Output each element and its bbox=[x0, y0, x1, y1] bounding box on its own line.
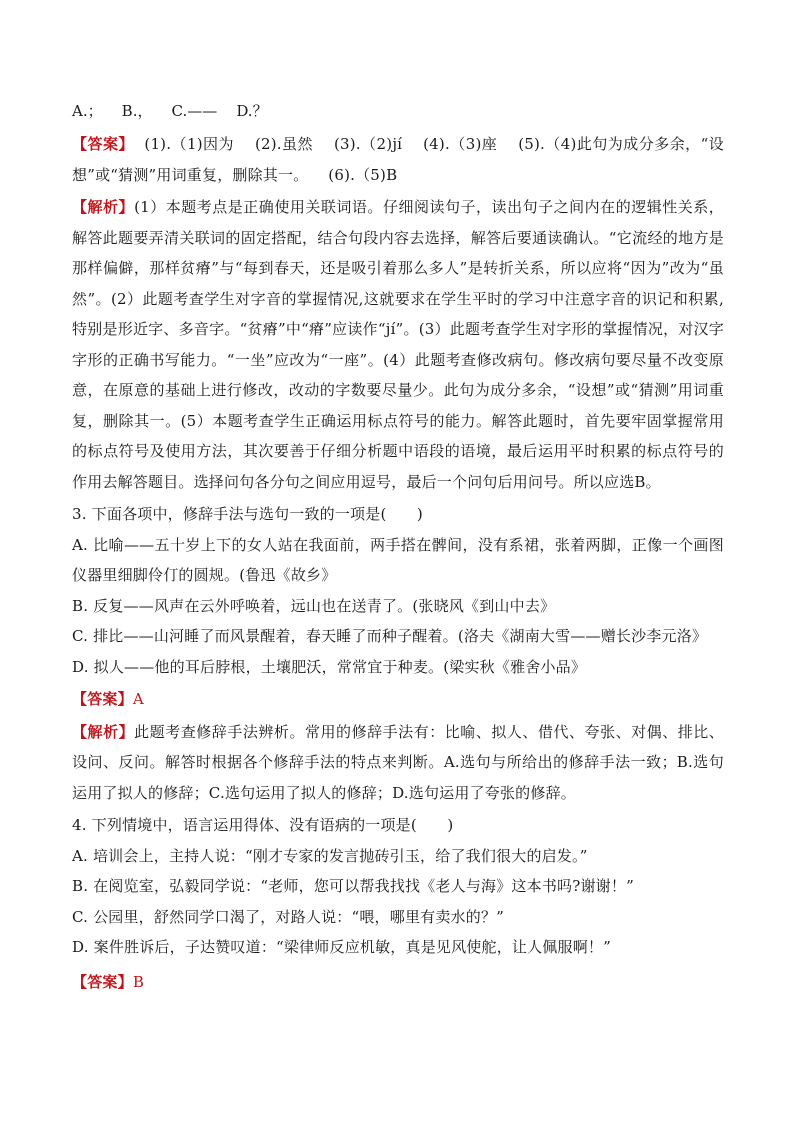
q3-option-b: B. 反复——风声在云外呼唤着，远山也在送青了。(张晓风《到山中去》 bbox=[72, 596, 556, 615]
analysis-tag: 【解析】 bbox=[72, 198, 135, 216]
q3-analysis-text: 此题考查修辞手法辨析。常用的修辞手法有：比喻、拟人、借代、夸张、对偶、排比、设问、反问。解答时根据各个修辞手法的特点来判断。A.选句与所给出的修辞手法一致；B.选句运用了拟人的修辞；C.选句运用了拟人的修辞；D.选句运用了夸张的修辞。 bbox=[72, 722, 724, 802]
answer-tag: 【答案】 bbox=[72, 690, 133, 708]
q4-option-b: B. 在阅览室，弘毅同学说：“老师，您可以帮我找找《老人与海》这本书吗?谢谢！” bbox=[72, 877, 634, 895]
q2-answer-text: (1).（1)因为 (2).虽然 (3).（2)jí (4).（3)座 (5).（4)此句为成分多余，“设想”或“猜测”用词重复，删除其一。 (6).（5)B bbox=[72, 135, 724, 184]
q2-answer bbox=[72, 129, 724, 190]
q3-stem: 3. 下面各项中，修辞手法与选句一致的一项是( ) bbox=[72, 505, 423, 523]
q3-answer bbox=[72, 684, 724, 715]
q4-option-c: C. 公园里，舒然同学口渴了，对路人说：“喂，哪里有卖水的？” bbox=[72, 907, 505, 926]
q3-option-c: C. 排比——山河睡了而风景醒着，春天睡了而种子醒着。(洛夫《湖南大雪——赠长沙李元洛》 bbox=[72, 627, 708, 645]
q4-answer bbox=[72, 967, 724, 998]
q3-answer-value: A bbox=[132, 690, 144, 708]
q4-option-d: D. 案件胜诉后，子达赞叹道：“梁律师反应机敏，真是见风使舵，让人佩服啊！” bbox=[72, 938, 611, 956]
q2-analysis-text: (1）本题考点是正确使用关联词语。仔细阅读句子，读出句子之间内在的逻辑性关系，解答此题要弄清关联词的固定搭配，结合句段内容去选择，解答后要通读确认。“它流经的地方是那样偏僻，那样贫瘠”与“每到春天，还是吸引着那么多人”是转折关系，所以应将“因为”改为“虽然”。(2）此题考查学生对字音的掌握情况,这就要求在学生平时的学习中注意字音的识记和积累,特别是形近字、多音字。“贫瘠”中“瘠”应读作“jí”。(3）此题考查学生对字形的掌握情况，对汉字字形的正确书写能力。“一坐”应改为“一座”。(4）此题考查修改病句。修改病句要尽量不改变原意，在原意的基础上进行修改，改动的字数要尽量少。此句为成分多余，“设想”或“猜测”用词重复，删除其一。(5）本题考查学生正确运用标点符号的能力。解答此题时，首先要牢固掌握常用的标点符号及使用方法，其次要善于仔细分析题中语段的语境，最后运用平时积累的标点符号的作用去解答题目。选择问句各分句之间应用逗号，最后一个问句后用问号。所以应选B。 bbox=[72, 198, 724, 491]
q2-analysis bbox=[72, 192, 724, 497]
q4-stem: 4. 下列情境中，语言运用得体、没有语病的一项是( ) bbox=[72, 816, 454, 834]
q3-option-d: D. 拟人——他的耳后脖根，土壤肥沃，常常宜于种麦。(梁实秋《雅舍小品》 bbox=[72, 657, 587, 676]
q3-analysis bbox=[72, 717, 724, 809]
analysis-tag: 【解析】 bbox=[72, 722, 135, 741]
q3-option-a: A. 比喻——五十岁上下的女人站在我面前，两手搭在髀间，没有系裙，张着两脚，正像一个画图仪器里细脚伶仃的圆规。(鲁迅《故乡》 bbox=[72, 535, 724, 584]
answer-tag: 【答案】 bbox=[72, 972, 133, 991]
page-content bbox=[72, 96, 724, 997]
answer-tag: 【答案】 bbox=[72, 135, 134, 153]
q2-options: A.； B.， C.—— D.？ bbox=[72, 102, 268, 120]
q4-answer-value: B bbox=[132, 972, 145, 991]
q4-option-a: A. 培训会上，主持人说：“刚才专家的发言抛砖引玉，给了我们很大的启发。” bbox=[72, 846, 588, 865]
